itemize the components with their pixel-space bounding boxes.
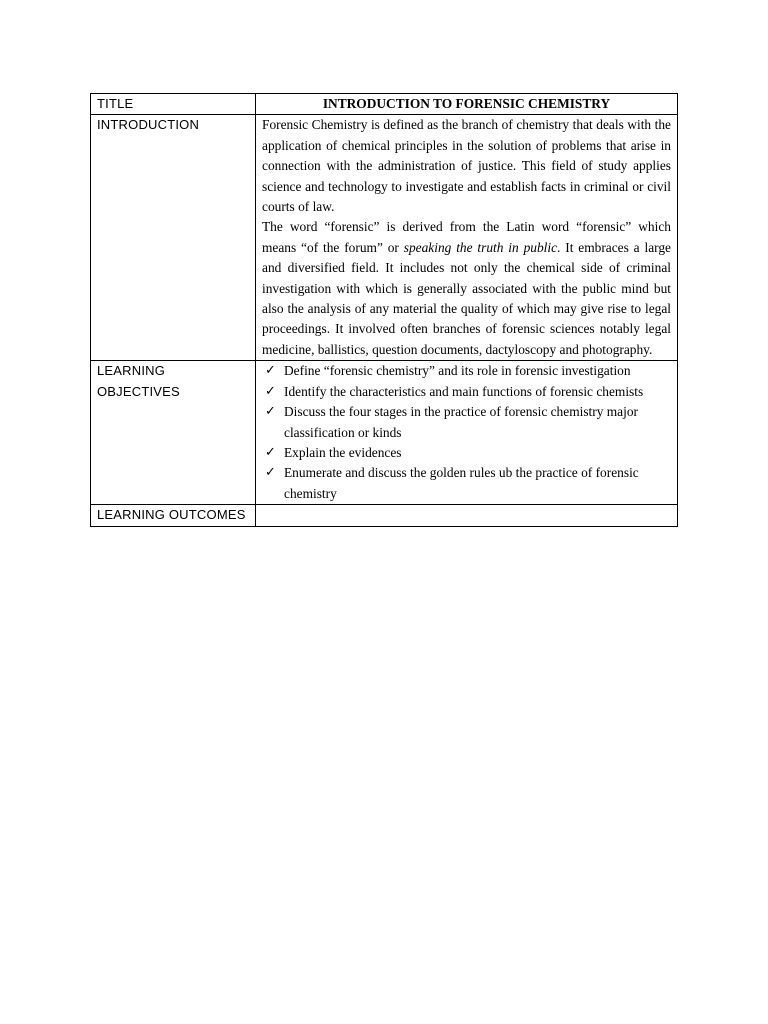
check-icon: ✓ — [265, 383, 276, 399]
objective-text: Enumerate and discuss the golden rules ub the practice of forensic chemistry — [284, 465, 639, 501]
objective-item — [262, 361, 671, 381]
outcomes-label: LEARNING OUTCOMES — [97, 507, 246, 523]
objective-text: Explain the evidences — [284, 444, 402, 460]
introduction-paragraph-2 — [262, 217, 671, 360]
outcomes-value-cell — [256, 505, 678, 526]
check-icon: ✓ — [265, 404, 276, 420]
objective-item — [262, 382, 671, 402]
outcomes-label-cell — [91, 505, 256, 526]
objective-text: Discuss the four stages in the practice of forensic chemistry major classification or kinds — [284, 404, 638, 440]
introduction-paragraph-1: Forensic Chemistry is defined as the branch of chemistry that deals with the application of chemical principles in the solution of problems that arise in connection with the administration of justice. This field of study applies science and technology to investigate and establish facts in criminal or civil courts of law. — [262, 117, 671, 215]
title-label-cell — [91, 94, 256, 115]
introduction-row — [91, 115, 678, 361]
course-outline-table — [90, 93, 678, 527]
objective-item — [262, 402, 671, 443]
objectives-label-line-2: OBJECTIVES — [97, 383, 180, 399]
objective-item — [262, 443, 671, 463]
objectives-label-line-1: LEARNING — [97, 363, 166, 379]
check-icon: ✓ — [265, 465, 276, 481]
objectives-label-cell — [91, 361, 256, 505]
check-icon: ✓ — [265, 363, 276, 379]
objectives-row — [91, 361, 678, 505]
introduction-paragraph-2-end: . It embraces a large and diversified field. It includes not only the chemical side of criminal investigation with which is generally associated with the public mind but also the analysis of any material the quality of which may give rise to legal proceedings. It involved often branches of forensic sciences notably legal medicine, ballistics, question documents, dactyloscopy and photography. — [262, 239, 671, 357]
introduction-label-cell — [91, 115, 256, 361]
title-row — [91, 94, 678, 115]
outcomes-row — [91, 505, 678, 526]
objective-text: Identify the characteristics and main functions of forensic chemists — [284, 383, 644, 399]
title-value: INTRODUCTION TO FORENSIC CHEMISTRY — [256, 94, 678, 115]
objectives-list-cell — [256, 361, 678, 505]
introduction-paragraph-2-start: The word “forensic” is derived from the Latin word “forensic” which means “of the forum” or — [262, 219, 671, 255]
objective-text: Define “forensic chemistry” and its role in forensic investigation — [284, 363, 631, 379]
check-icon: ✓ — [265, 444, 276, 460]
introduction-italic-phrase: speaking the truth in public — [403, 239, 558, 255]
introduction-label: INTRODUCTION — [97, 117, 200, 133]
objective-item — [262, 463, 671, 504]
objectives-list — [262, 361, 671, 504]
title-label: TITLE — [97, 96, 134, 111]
introduction-text-cell — [256, 115, 678, 361]
